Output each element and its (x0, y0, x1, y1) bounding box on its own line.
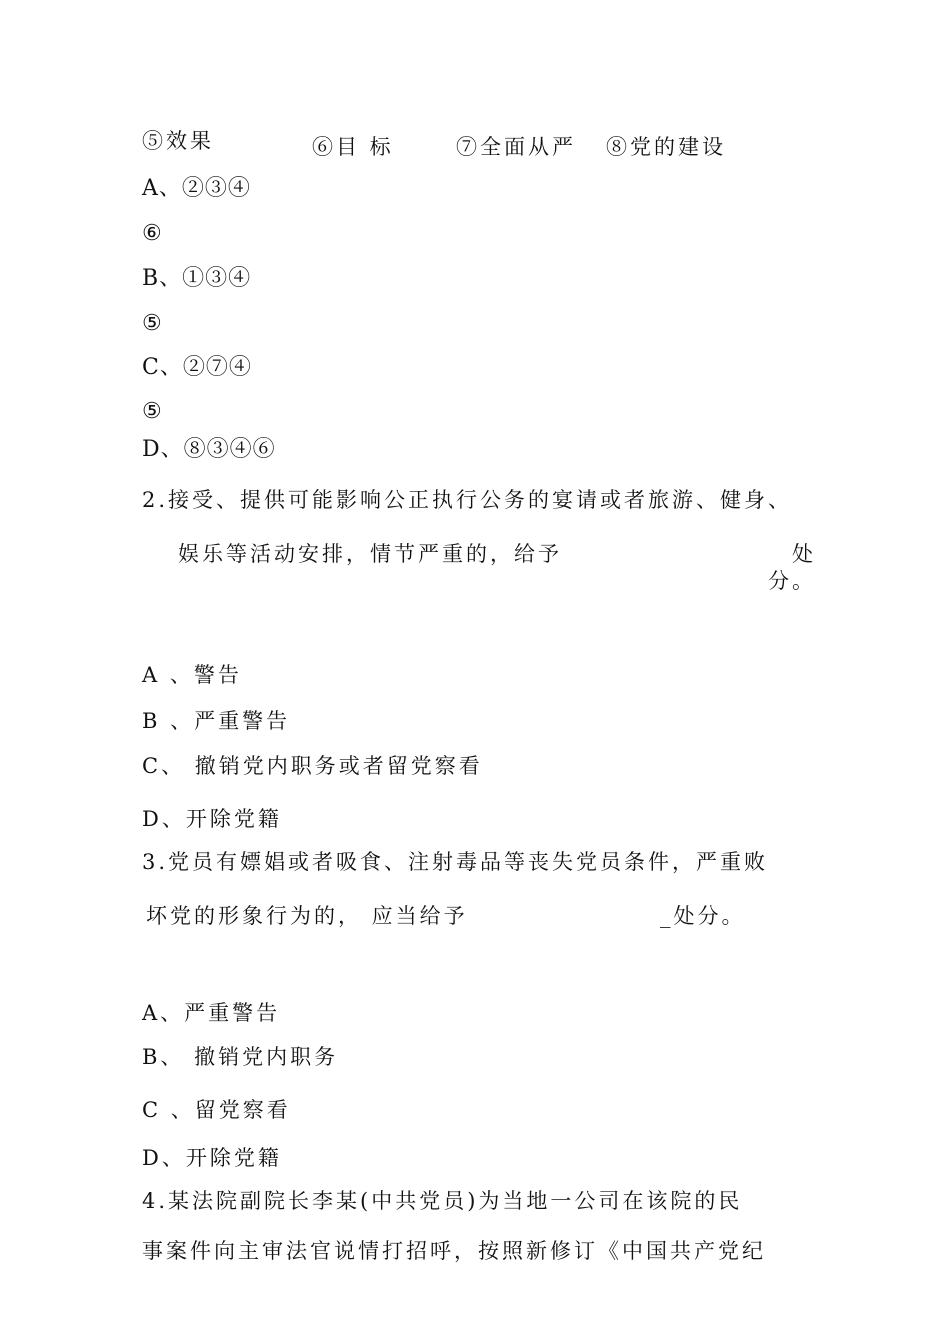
q3-stem-line-1: 3.党员有嫖娼或者吸食、注射毒品等丧失党员条件，严重败 (142, 850, 769, 874)
q1-item-7: ⑦全面从严 (456, 135, 576, 159)
q4-stem-line-2: 事案件向主审法官说情打招呼，按照新修订《中国共产党纪 (142, 1239, 766, 1263)
q3-option-c: C 、留党察看 (142, 1098, 291, 1122)
q2-stem-line-2: 娱乐等活动安排，情节严重的，给予 (178, 542, 562, 566)
q1-item-8: ⑧党的建设 (606, 135, 726, 159)
q1-option-b-wrap: ⑤ (142, 311, 163, 336)
q2-stem-line-1: 2.接受、提供可能影响公正执行公务的宴请或者旅游、健身、 (142, 488, 793, 512)
q1-option-c-wrap: ⑤ (142, 399, 163, 424)
q3-option-a: A、严重警告 (142, 1001, 281, 1025)
q3-stem-line-2: 坏党的形象行为的， 应当给予 (146, 904, 468, 928)
q2-option-a: A 、警告 (142, 663, 242, 687)
q3-option-b: B、 撤销党内职务 (142, 1045, 339, 1069)
q1-option-d: D、⑧③④⑥ (142, 437, 276, 462)
q1-item-5: ⑤效果 (142, 129, 214, 153)
q1-option-c: C、②⑦④ (142, 355, 252, 380)
q4-stem-line-1: 4.某法院副院长李某(中共党员)为当地一公司在该院的民 (142, 1189, 743, 1213)
q2-stem-tail-1: 处 (792, 542, 816, 566)
q1-option-b: B、①③④ (142, 266, 252, 291)
q2-stem-tail-2: 分。 (768, 569, 816, 593)
q2-option-b: B 、严重警告 (142, 709, 291, 733)
q1-option-a-wrap: ⑥ (142, 221, 163, 246)
q1-item-6: ⑥目 标 (312, 135, 394, 159)
q2-option-d: D、开除党籍 (142, 807, 282, 831)
q1-option-a: A、②③④ (142, 176, 251, 201)
q3-stem-tail: _处分。 (660, 904, 746, 928)
q2-option-c: C、 撤销党内职务或者留党察看 (142, 754, 483, 778)
q3-option-d: D、开除党籍 (142, 1146, 282, 1170)
